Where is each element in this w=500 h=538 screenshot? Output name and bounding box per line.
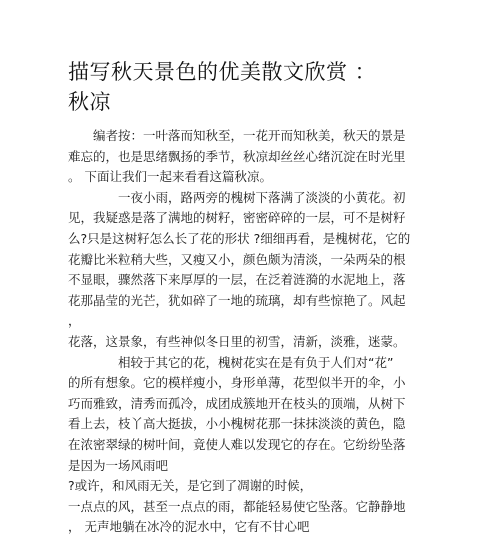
body-line: 花瓣比米粒稍大些，又瘦又小，颜色颇为清淡，一朵两朵的根	[68, 251, 406, 267]
body-line: 么?只是这树籽怎么长了花的形状 ?细细再看，是槐树花，它的	[68, 230, 411, 246]
body-line: 花落，这景象，有些神似冬日里的初雪，清新，淡雅，迷蒙。	[68, 333, 406, 349]
body-line: 一点点的风，甚至一点点的雨，都能轻易使它坠落。它静静地	[68, 498, 406, 514]
body-line: 花那晶莹的光芒，犹如碎了一地的琉璃，却有些惊艳了。风起	[68, 292, 406, 308]
article-title-line-1: 描写秋天景色的优美散文欣赏 ：	[68, 60, 377, 84]
body-line: 是因为一场风雨吧	[68, 457, 169, 473]
body-line: 见，我疑惑是落了满地的树籽，密密碎碎的一层，可不是树籽	[68, 210, 406, 226]
body-line: 编者按：一叶落而知秋至，一花开而知秋美，秋天的景是	[68, 128, 406, 143]
body-line: 巧而雅致，清秀而孤冷，成团成簇地开在枝头的顶端，从树下	[68, 395, 406, 411]
body-line: 。 下面让我们一起来看看这篇秋凉。	[68, 169, 272, 185]
article-title	[68, 57, 448, 117]
body-line: 一夜小雨，路两旁的槐树下落满了淡淡的小黄花。初	[68, 189, 406, 205]
body-line: 在浓密翠绿的树叶间，竟使人难以发现它的存在。它纷纷坠落	[68, 436, 406, 452]
body-line: ，	[68, 313, 81, 329]
body-line: 难忘的，也是思绪飘扬的季节，秋凉却丝丝心绪沉淀在时光里	[68, 148, 406, 164]
body-line: 看上去，枝丫高大挺拔，小小槐树花那一抹抹淡淡的黄色，隐	[68, 416, 406, 432]
article-title-line-2: 秋凉	[68, 90, 111, 114]
body-line: 不显眼，骤然落下来厚厚的一层，在泛着涟漪的水泥地上，落	[68, 272, 406, 288]
body-line: ?或许，和风雨无关，是它到了凋谢的时候，	[68, 478, 313, 494]
body-line: 相较于其它的花，槐树花实在是有负于人们对“花”	[68, 354, 394, 370]
body-line: ， 无声地躺在冰冷的泥水中，它有不甘心吧	[68, 519, 310, 535]
body-line: 的所有想象。它的模样瘦小，身形单薄，花型似半开的伞，小	[68, 375, 406, 391]
article-body	[68, 126, 440, 538]
